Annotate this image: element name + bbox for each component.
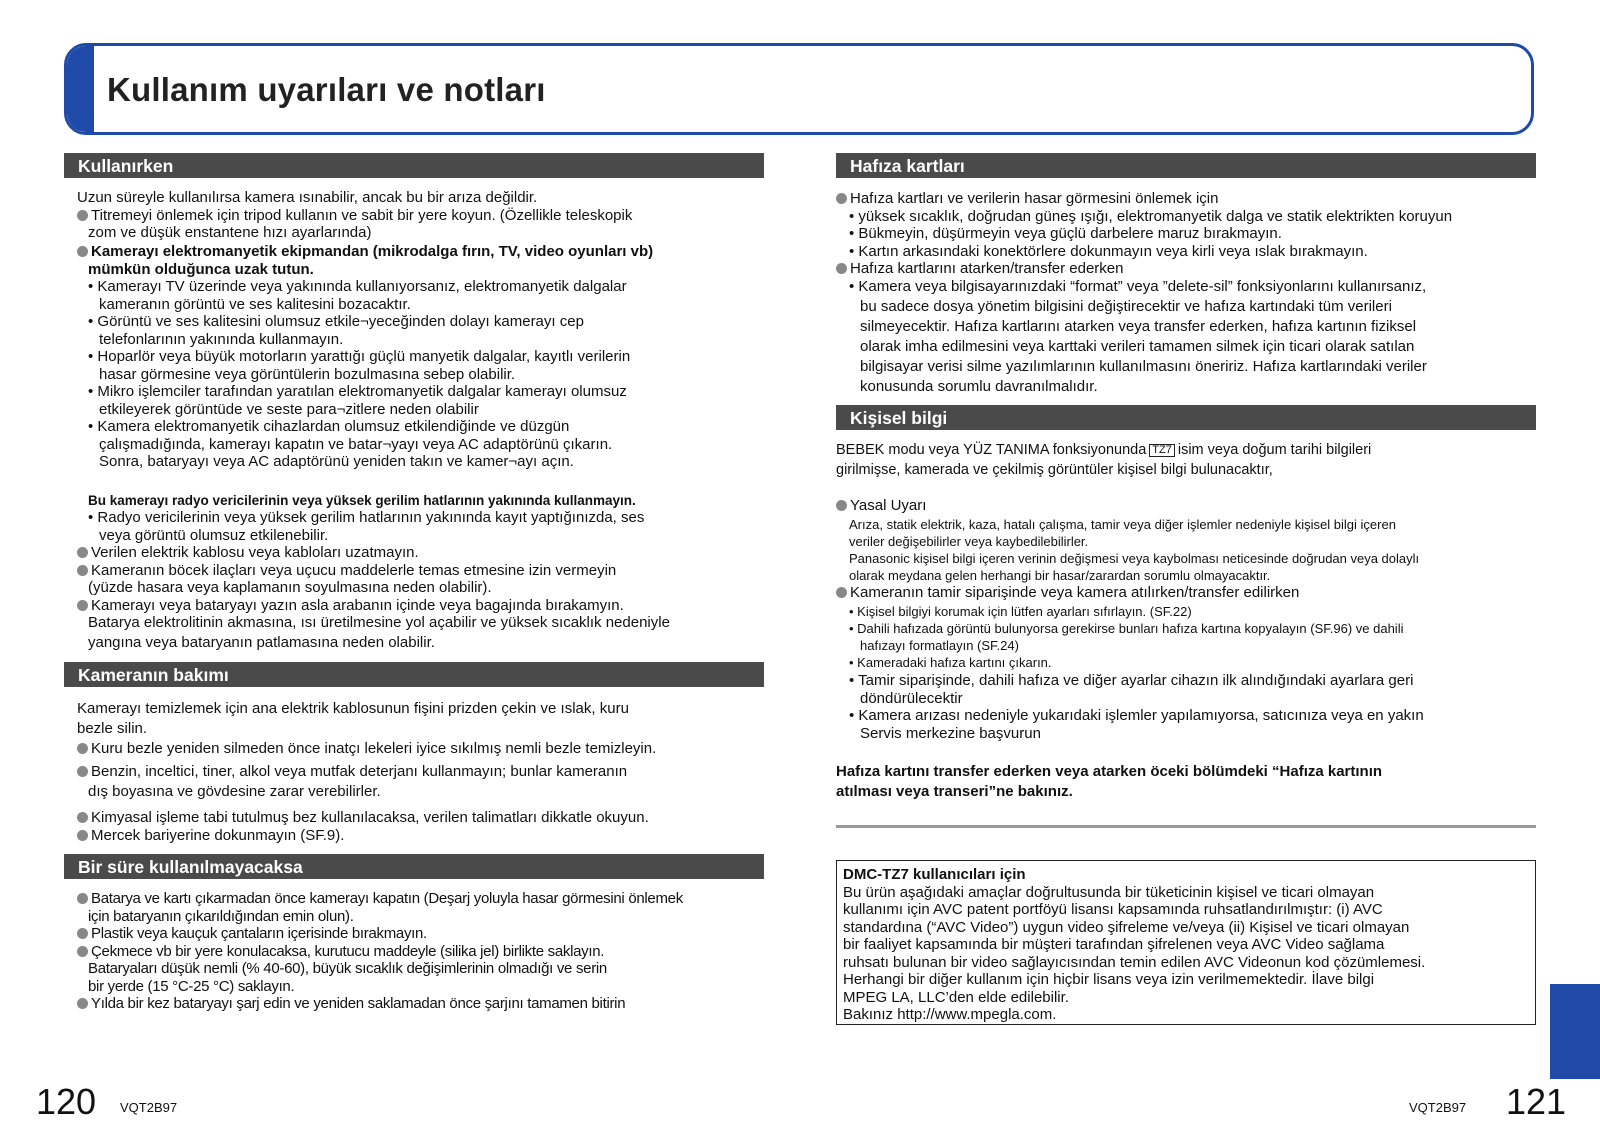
page-title-box xyxy=(64,43,1534,135)
text-line: bezle silin. xyxy=(77,720,148,737)
text-line: • Kamerayı TV üzerinde veya yakınında kullanıyorsanız, elektromanyetik dalgalar xyxy=(88,278,627,295)
text-line: MPEG LA, LLC’den elde edilebilir. xyxy=(843,988,1069,1006)
text-line: • Tamir siparişinde, dahili hafıza ve diğer ayarlar cihazın ilk alındığındaki ayarlara geri xyxy=(849,672,1414,689)
page-number-right: 121 xyxy=(1506,1081,1567,1122)
page-title: Kullanım uyarıları ve notları xyxy=(107,71,546,108)
bullet-icon xyxy=(77,210,88,221)
emi-items xyxy=(64,278,774,471)
text-line: bir yerde (15 °C-25 °C) saklayın. xyxy=(88,977,295,995)
text-line: • Kişisel bilgiyi korumak için lütfen ayarları sıfırlayın. (SF.22) xyxy=(849,604,1192,619)
radio-warning xyxy=(64,492,774,509)
bullet-icon xyxy=(77,946,88,957)
license-note-box xyxy=(836,860,1536,1025)
bullet-icon xyxy=(77,547,88,558)
bullet-icon xyxy=(836,587,847,598)
repair-title xyxy=(836,584,1546,602)
list-item: Kimyasal işleme tabi tutulmuş bez kullanılacaksa, verilen talimatları dikkatle okuyun. xyxy=(64,809,774,827)
personal-intro xyxy=(836,440,1546,480)
text-line: veya görüntü olumsuz etkilenebilir. xyxy=(99,526,329,544)
text-line: • Kameradaki hafıza kartını çıkarın. xyxy=(849,655,1052,670)
text-line: • Görüntü ve ses kalitesini olumsuz etkile¬yeceğinden dolayı kamerayı cep xyxy=(88,313,584,330)
repair-small-items xyxy=(836,603,1546,671)
list-item: Hafıza kartlarını atarken/transfer ederken xyxy=(836,260,1546,278)
section-heading-cards: Hafıza kartları xyxy=(836,153,1536,178)
bullet-icon xyxy=(836,193,847,204)
repair-large-items xyxy=(836,672,1546,742)
cards-format-note xyxy=(836,277,1546,397)
text-line: Servis merkezine başvurun xyxy=(860,724,1041,742)
text-line: • Kartın arkasındaki konektörlere dokunmayın veya kirli veya ıslak bırakmayın. xyxy=(849,242,1368,260)
bullet-icon xyxy=(77,743,88,754)
use-intro xyxy=(64,189,774,242)
license-url-text: Bakınız http://www.mpegla.com. xyxy=(843,1006,1057,1023)
text-line: olarak imha edilmesini veya karttaki verileri tamamen silmek için ticari olarak satılan xyxy=(860,338,1415,355)
list-item: Çekmece vb bir yere konulacaksa, kurutucu maddeyle (silika jel) birlikte saklayın. xyxy=(64,943,774,961)
text-line: Herhangi bir diğer kullanım için hiçbir lisans veya izin verilmemektedir. İlave bilgi xyxy=(843,971,1375,988)
text-line: hasar görmesine veya görüntülerin bozulmasına sebep olabilir. xyxy=(99,365,516,383)
text-line: ruhsatı bulunan bir video sağlayıcısından temin edilen AVC Videonun kod çözümlemesi. xyxy=(843,953,1426,971)
text-line: girilmişse, kamerada ve çekilmiş görüntüler kişisel bilgi bulunacaktır, xyxy=(836,462,1273,478)
bullet-icon xyxy=(77,565,88,576)
care-items xyxy=(64,762,774,802)
section-heading-use: Kullanırken xyxy=(64,153,764,178)
list-item: Kamerayı veya bataryayı yazın asla arabanın içinde veya bagajında bırakamyın. xyxy=(64,597,774,615)
cards-items xyxy=(836,190,1546,278)
text-line: kullanımı için AVC patent portföyü lisansı kapsamında ruhsatlandırılmıştır: (i) AVC xyxy=(843,901,1383,918)
list-item: Benzin, inceltici, tiner, alkol veya mutfak deterjanı kullanmayın; bunlar kameranın xyxy=(64,762,774,782)
text-line: için bataryanın çıkarıldığından emin olun). xyxy=(88,907,354,925)
text-line: bir faaliyet kapsamında bir müşteri tarafından şifrelenen veya AVC Video sağlama xyxy=(843,936,1385,953)
legal-title xyxy=(836,497,1546,515)
text-line: Bu ürün aşağıdaki amaçlar doğrultusunda bir tüketicinin kişisel ve ticari olmayan xyxy=(843,883,1375,901)
list-item: Hafıza kartları ve verilerin hasar görmesini önlemek için xyxy=(836,190,1546,208)
text-line: konusunda sorumlu davranılmalıdır. xyxy=(860,378,1098,395)
text-line: veriler değişebilirler veya kaybedilebilirler. xyxy=(849,534,1089,549)
list-item: Plastik veya kauçuk çantaların içerisinde bırakmayın. xyxy=(64,925,774,943)
text-line: • Kamera arızası nedeniyle yukarıdaki işlemler yapılamıyorsa, satıcınıza veya en yakın xyxy=(849,707,1424,724)
text-line: • yüksek sıcaklık, doğrudan güneş ışığı, elektromanyetik dalga ve statik elektrikten koruyun xyxy=(849,207,1453,225)
text-line: • Bükmeyin, düşürmeyin veya güçlü darbelere maruz bırakmayın. xyxy=(849,225,1282,242)
text-line: çalışmadığında, kamerayı kapatın ve batar¬yayı veya AC adaptörünü çıkarın. xyxy=(99,435,613,453)
bullet-icon xyxy=(77,928,88,939)
text-line: Kamerayı temizlemek için ana elektrik kablosunun fişini prizden çekin ve ıslak, kuru xyxy=(77,700,629,717)
text-line: mümkün olduğunca uzak tutun. xyxy=(88,260,314,278)
list-item: Kamerayı elektromanyetik ekipmandan (mikrodalga fırın, TV, video oyunları vb) xyxy=(64,243,774,261)
text-line: • Radyo vericilerinin veya yüksek gerilim hatlarının yakınında kayıt yaptığınızda, ses xyxy=(88,509,645,526)
text-line: Uzun süreyle kullanılırsa kamera ısınabilir, ancak bu bir arıza değildir. xyxy=(77,189,538,206)
section-heading-care: Kameranın bakımı xyxy=(64,662,764,687)
section-heading-personal: Kişisel bilgi xyxy=(836,405,1536,430)
transfer-note xyxy=(836,762,1546,802)
text-line: Bataryaları düşük nemli (% 40-60), büyük sıcaklık değişimlerinin olmadığı ve serin xyxy=(88,960,607,977)
text-line: (yüzde hasara veya kaplamanın soyulmasına neden olabilir). xyxy=(88,579,492,596)
list-item: Batarya ve kartı çıkarmadan önce kamerayı kapatın (Deşarj yoluyla hasar görmesini önlemek xyxy=(64,890,774,908)
bullet-icon xyxy=(77,998,88,1009)
title-accent-bar xyxy=(67,46,94,132)
list-item: Kameranın böcek ilaçları veya uçucu maddelerle temas etmesine izin vermeyin xyxy=(64,562,774,580)
emi-warning xyxy=(64,243,774,278)
license-note-title: DMC-TZ7 kullanıcıları için xyxy=(843,866,1026,883)
text-line: Hafıza kartını transfer ederken veya atarken öceki bölümdeki “Hafıza kartının xyxy=(836,763,1383,780)
text-line: Batarya elektrolitinin akmasına, ısı üretilmesine yol açabilir ve yüksek sıcaklık nedeniyle xyxy=(88,614,670,631)
list-item: Mercek bariyerine dokunmayın (SF.9). xyxy=(64,827,774,845)
list-item: Verilen elektrik kablosu veya kabloları uzatmayın. xyxy=(64,544,774,562)
text-line: zom ve düşük enstantene hızı ayarlarında) xyxy=(88,224,372,241)
list-item: Yılda bir kez bataryayı şarj edin ve yeniden saklamadan önce şarjını tamamen bitirin xyxy=(64,995,774,1013)
text-line: Panasonic kişisel bilgi içeren verinin değişmesi veya kaybolması neticesinde doğrudan veya dolaylı xyxy=(849,551,1420,566)
text-line: Bu kamerayı radyo vericilerinin veya yüksek gerilim hatlarının yakınında kullanmayın. xyxy=(88,493,636,508)
bullet-icon xyxy=(836,263,847,274)
text-line: • Kamera veya bilgisayarınızdaki “format” veya ”delete-sil” fonksiyonlarını kullanırsanız, xyxy=(849,278,1427,295)
text-line: standardına (“AVC Video”) uygun video şifreleme ve/veya (ii) Kişisel ve ticari olmayan xyxy=(843,918,1410,936)
text-line: • Mikro işlemciler tarafından yaratılan elektromanyetik dalgalar kamerayı olumsuz xyxy=(88,383,627,400)
text-line: • Hoparlör veya büyük motorların yarattığı güçlü manyetik dalgalar, kayıtlı verilerin xyxy=(88,348,631,365)
text-line: olarak meydana gelen herhangi bir hasar/zarardan sorumlu olmayacaktır. xyxy=(849,568,1271,583)
bullet-icon xyxy=(77,766,88,777)
care-items-2 xyxy=(64,809,774,844)
list-item: Yasal Uyarı xyxy=(836,497,1546,515)
list-item: Kameranın tamir siparişinde veya kamera atılırken/transfer edilirken xyxy=(836,584,1546,602)
section-divider xyxy=(836,825,1536,828)
text-line: atılması veya transeri”ne bakınız. xyxy=(836,783,1073,800)
legal-text xyxy=(836,516,1546,584)
page-number-left: 120 xyxy=(36,1081,97,1122)
storage-items xyxy=(64,890,774,1013)
text-line: Sonra, bataryayı veya AC adaptörünü yeniden takın ve kamer¬ayı açın. xyxy=(99,453,574,470)
text-line: dış boyasına ve gövdesine zarar verebilirler. xyxy=(88,783,381,800)
text-line: BEBEK modu veya YÜZ TANIMA fonksiyonunda TZ7 isim veya doğum tarihi bilgileri xyxy=(836,442,1372,458)
bullet-icon xyxy=(77,812,88,823)
model-code-right: VQT2B97 xyxy=(1409,1100,1467,1115)
text-line: yangına veya bataryanın patlamasına neden olabilir. xyxy=(88,634,435,651)
text-line: • Dahili hafızada görüntü bulunyorsa gerekirse bunları hafıza kartına kopyalayın (SF.96) ve dahili xyxy=(849,621,1404,636)
bullet-icon xyxy=(836,500,847,511)
section-heading-storage: Bir süre kullanılmayacaksa xyxy=(64,854,764,879)
text-line: bu sadece dosya yönetim bilgisini değiştirecektir ve hafıza kartındaki tüm verileri xyxy=(860,298,1392,315)
bullet-icon xyxy=(77,893,88,904)
bullet-icon xyxy=(77,830,88,841)
text-line: Arıza, statik elektrik, kaza, hatalı çalışma, tamir veya diğer işlemler nedeniyle kişisel bilgi içeren xyxy=(849,517,1396,532)
text-line: etkileyerek görüntüde ve seste para¬zitlere neden olabilir xyxy=(99,400,479,418)
list-item: Kuru bezle yeniden silmeden önce inatçı lekeleri iyice sıkılmış nemli bezle temizleyin. xyxy=(64,739,774,759)
text-line: hafızayı formatlayın (SF.24) xyxy=(860,638,1019,653)
side-tab xyxy=(1550,984,1600,1079)
tz7-badge: TZ7 xyxy=(1149,444,1175,457)
model-code-left: VQT2B97 xyxy=(120,1100,178,1115)
text-line: telefonlarının yakınında kullanmayın. xyxy=(99,330,344,348)
radio-items xyxy=(64,509,774,614)
list-item: Titremeyi önlemek için tripod kullanın ve sabit bir yere koyun. (Özellikle teleskopik xyxy=(64,207,774,225)
text-line: döndürülecektir xyxy=(860,689,963,707)
bullet-icon xyxy=(77,246,88,257)
text-line: kameranın görüntü ve ses kalitesini bozacaktır. xyxy=(99,295,411,313)
care-intro xyxy=(64,699,774,759)
text-line: silmeyecektir. Hafıza kartlarını atarken veya transfer ederken, hafıza kartının fiziksel xyxy=(860,318,1417,335)
bullet-icon xyxy=(77,600,88,611)
text-line: • Kamera elektromanyetik cihazlardan olumsuz etkilendiğinde ve düzgün xyxy=(88,418,570,435)
text-line: bilgisayar verisi silme yazılımlarının kullanılmasını öneririz. Hafıza kartlarındaki veriler xyxy=(860,358,1427,375)
battery-note xyxy=(64,613,774,653)
